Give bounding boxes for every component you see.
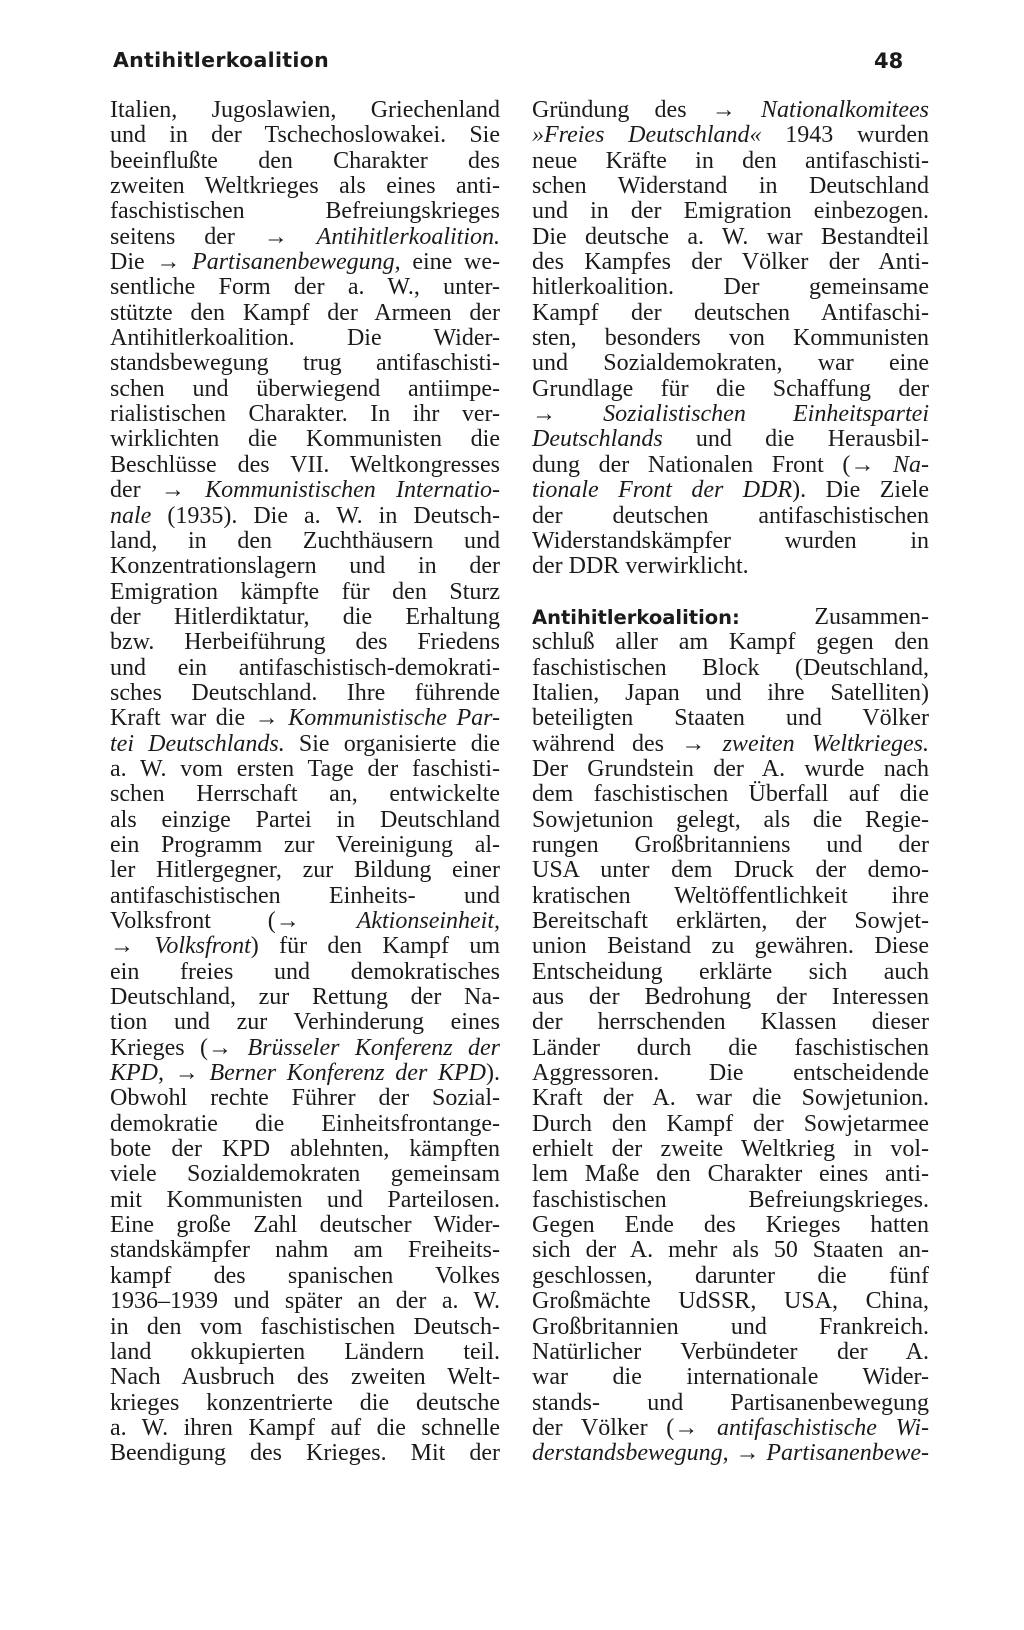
text-line: KPD, → Berner Konferenz der KPD). (110, 1060, 500, 1087)
text-line: schluß aller am Kampf gegen den (532, 629, 929, 656)
text-line: der herrschenden Klassen dieser (532, 1009, 929, 1036)
text-line: Sowjetunion gelegt, als die Regie- (532, 806, 929, 833)
text-line: und Sozialdemokraten, war eine (532, 350, 929, 377)
text-line: Antihitlerkoalition. Die Wider- (110, 325, 500, 352)
text-line: kratischen Weltöffentlichkeit ihre (532, 882, 929, 909)
text-line: Der Grundstein der A. wurde nach (532, 755, 929, 782)
text-line: wirklichten die Kommunisten die (110, 426, 500, 453)
text-line: Beendigung des Krieges. Mit der (110, 1440, 500, 1467)
text-line: und in der Tschechoslowakei. Sie (110, 122, 500, 149)
text-line: tion und zur Verhinderung eines (110, 1009, 500, 1036)
text-line: und ein antifaschistisch-demokrati- (110, 654, 500, 681)
text-line: Durch den Kampf der Sowjetarmee (532, 1110, 929, 1137)
text-line: schen Herrschaft an, entwickelte (110, 781, 500, 808)
text-line: antifaschistischen Einheits- und (110, 882, 500, 909)
text-line: Die deutsche a. W. war Bestandteil (532, 223, 929, 250)
text-line: ein Programm zur Vereinigung al- (110, 831, 500, 858)
text-line: union Beistand zu gewähren. Diese (532, 933, 929, 960)
text-line: der DDR verwirklicht. (532, 553, 749, 580)
text-line: Gründung des → Nationalkomitees (532, 97, 929, 123)
running-head-title: Antihitlerkoalition (113, 48, 330, 72)
text-line: Italien, Japan und ihre Satelliten) (532, 679, 929, 706)
text-line: Konzentrationslagern und in der (110, 553, 500, 580)
text-line: dung der Nationalen Front (→ Na- (532, 451, 929, 478)
text-line: sches Deutschland. Ihre führende (110, 679, 500, 706)
text-line: standsbewegung trug antifaschisti- (110, 350, 500, 377)
text-line: Kraft war die → Kommunistische Par- (110, 705, 500, 732)
text-line: aus der Bedrohung der Interessen (532, 984, 929, 1011)
text-column-right (532, 98, 929, 1467)
text-line: Nach Ausbruch des zweiten Welt- (110, 1364, 500, 1391)
text-column-left (110, 98, 500, 1467)
text-line: in den vom faschistischen Deutsch- (110, 1313, 500, 1340)
text-line: faschistischen Block (Deutschland, (532, 654, 929, 681)
text-line: → Sozialistischen Einheitspartei (532, 401, 929, 428)
text-line: land okkupierten Ländern teil. (110, 1338, 500, 1365)
text-line: Großbritannien und Frankreich. (532, 1313, 929, 1340)
text-line: der deutschen antifaschistischen (532, 502, 929, 529)
text-line: als einzige Partei in Deutschland (110, 806, 500, 833)
text-line: tionale Front der DDR). Die Ziele (532, 477, 930, 504)
text-line: sentliche Form der a. W., unter- (110, 274, 500, 301)
text-line: demokratie die Einheitsfrontange- (110, 1110, 500, 1137)
text-line: tei Deutschlands. Sie organisierte die (110, 730, 501, 757)
text-line: Deutschlands und die Herausbil- (532, 426, 929, 453)
text-line: Großmächte UdSSR, USA, China, (532, 1288, 929, 1315)
page-number: 48 (874, 49, 904, 73)
text-line: bote der KPD ablehnten, kämpften (110, 1136, 500, 1163)
text-line: faschistischen Befreiungskrieges (110, 198, 500, 225)
text-line: Italien, Jugoslawien, Griechenland (110, 97, 500, 123)
text-line: Kampf der deutschen Antifaschi- (532, 299, 929, 326)
text-line: Volksfront (→ Aktionseinheit, (110, 908, 500, 934)
text-line: dem faschistischen Überfall auf die (532, 781, 929, 808)
text-line: derstandsbewegung, → Partisanenbewe- (532, 1440, 929, 1467)
text-line: schen Widerstand in Deutschland (532, 173, 929, 200)
text-line: erhielt der zweite Weltkrieg in vol- (532, 1136, 929, 1163)
text-line: während des → zweiten Weltkrieges. (532, 730, 929, 757)
text-line: land, in den Zuchthäusern und (110, 527, 500, 554)
text-line: Obwohl rechte Führer der Sozial- (110, 1085, 500, 1112)
text-line: Widerstandskämpfer wurden in (532, 527, 929, 554)
text-line: der Hitlerdiktatur, die Erhaltung (110, 603, 500, 630)
text-line: schen und überwiegend antiimpe- (110, 375, 500, 402)
text-line: stützte den Kampf der Armeen der (110, 299, 500, 326)
text-line: neue Kräfte in den antifaschisti- (532, 147, 929, 174)
text-line: USA unter dem Druck der demo- (532, 857, 929, 884)
text-line: krieges konzentrierte die deutsche (110, 1389, 500, 1416)
text-line: Emigration kämpfte für den Sturz (110, 578, 500, 605)
text-line: standskämpfer nahm am Freiheits- (110, 1237, 500, 1264)
entry-headword: Antihitlerkoalition: (532, 605, 740, 629)
text-line: zweiten Weltkrieges als eines anti- (110, 173, 500, 200)
text-line: a. W. vom ersten Tage der faschisti- (110, 755, 500, 782)
text-line: hitlerkoalition. Der gemeinsame (532, 274, 929, 301)
text-line: war die internationale Wider- (532, 1364, 929, 1391)
text-line: kampf des spanischen Volkes (110, 1262, 500, 1289)
text-line: Beschlüsse des VII. Weltkongresses (110, 451, 500, 478)
text-line: Grundlage für die Schaffung der (532, 375, 929, 402)
text-line: sich der A. mehr als 50 Staaten an- (532, 1237, 929, 1264)
text-line: der → Kommunistischen Internatio- (110, 477, 500, 504)
text-line: Aggressoren. Die entscheidende (532, 1060, 929, 1087)
text-line: Länder durch die faschistischen (532, 1034, 929, 1061)
text-line: der Völker (→ antifaschistische Wi- (532, 1414, 929, 1441)
text-line: Die → Partisanenbewegung, eine we- (110, 249, 500, 276)
text-line: Deutschland, zur Rettung der Na- (110, 984, 500, 1011)
text-line: sten, besonders von Kommunisten (532, 325, 929, 352)
text-line: ler Hitlergegner, zur Bildung einer (110, 857, 500, 884)
text-line: Entscheidung erklärte sich auch (532, 958, 929, 985)
text-line: geschlossen, darunter die fünf (532, 1262, 929, 1289)
text-line: seitens der → Antihitlerkoalition. (110, 223, 500, 250)
text-line: mit Kommunisten und Parteilosen. (110, 1186, 500, 1213)
text-line: des Kampfes der Völker der Anti- (532, 249, 929, 276)
text-line: a. W. ihren Kampf auf die schnelle (110, 1414, 500, 1441)
text-line: stands- und Partisanenbewegung (532, 1389, 929, 1416)
text-line: Kraft der A. war die Sowjetunion. (532, 1085, 929, 1112)
paragraph-gap (532, 580, 929, 605)
text-line: rialistischen Charakter. In ihr ver- (110, 401, 500, 428)
text-line: → Volksfront) für den Kampf um (110, 933, 500, 960)
text-line: lem Maße den Charakter eines anti- (532, 1161, 929, 1188)
text-line: und in der Emigration einbezogen. (532, 198, 929, 225)
text-line: Gegen Ende des Krieges hatten (532, 1212, 929, 1239)
text-line: Bereitschaft erklärten, der Sowjet- (532, 908, 929, 934)
text-line: viele Sozialdemokraten gemeinsam (110, 1161, 500, 1188)
text-line: »Freies Deutschland« 1943 wurden (532, 122, 929, 149)
text-line: rungen Großbritanniens und der (532, 831, 929, 858)
text-line: Eine große Zahl deutscher Wider- (110, 1212, 500, 1239)
text-line: beteiligten Staaten und Völker (532, 705, 929, 732)
text-line: Antihitlerkoalition: Zusammen- (532, 603, 929, 630)
text-line: faschistischen Befreiungskrieges. (532, 1186, 929, 1213)
text-line: nale (1935). Die a. W. in Deutsch- (110, 502, 500, 529)
text-line: Krieges (→ Brüsseler Konferenz der (110, 1034, 500, 1061)
text-line: Natürlicher Verbündeter der A. (532, 1338, 929, 1365)
text-line: 1936–1939 und später an der a. W. (110, 1288, 500, 1315)
text-line: ein freies und demokratisches (110, 958, 500, 985)
text-line: bzw. Herbeiführung des Friedens (110, 629, 500, 656)
text-line: beeinflußte den Charakter des (110, 147, 500, 174)
